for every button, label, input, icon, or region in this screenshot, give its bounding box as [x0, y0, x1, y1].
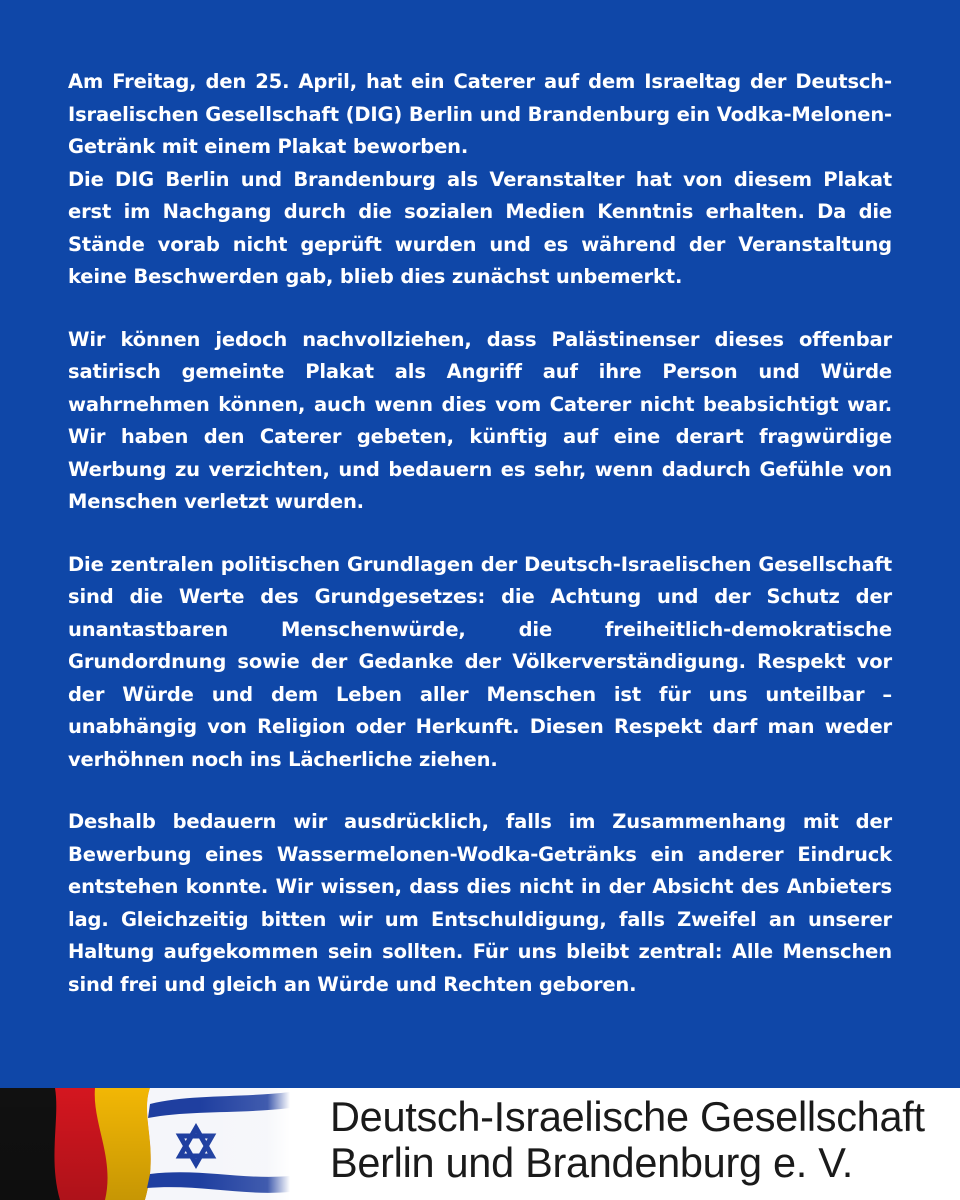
organization-name	[330, 1094, 960, 1186]
statement-text	[68, 66, 892, 1031]
paragraph-awareness: Die DIG Berlin und Brandenburg als Veranstalter hat von diesem Plakat erst im Nachgang durch die sozialen Medien Kenntnis erhalten. Da die Stände vorab nicht geprüft wurden und es während der Veranstaltung keine Beschwerden gab, blieb dies zunächst unbemerkt.	[68, 167, 892, 288]
paragraph-apology: Deshalb bedauern wir ausdrücklich, falls im Zusammenhang mit der Bewerbung eines Wassermelonen-Wodka-Getränks ein anderer Eindruck entstehen konnte. Wir wissen, dass dies nicht in der Absicht des Anbieters lag. Gleichzeitig bitten wir um Entschuldigung, falls Zweifel an unserer Haltung aufgekommen sein sollten. Für uns bleibt zentral: Alle Menschen sind frei und gleich an Würde und Rechten geboren.	[68, 810, 892, 996]
paragraph-understanding: Wir können jedoch nachvollziehen, dass Palästinenser dieses offenbar satirisch gemeinte Plakat als Angriff auf ihre Person und Würde wahrnehmen können, auch wenn dies vom Caterer nicht beabsichtigt war. Wir haben den Caterer gebeten, künftig auf eine derart fragwürdige Werbung zu verzichten, und bedauern es sehr, wenn dadurch Gefühle von Menschen verletzt wurden.	[68, 327, 892, 513]
paragraph-event: Am Freitag, den 25. April, hat ein Caterer auf dem Israeltag der Deutsch-Israelischen Gesellschaft (DIG) Berlin und Brandenburg ein Vodka-Melonen-Getränk mit einem Plakat beworben.	[68, 70, 892, 158]
paragraph-principles: Die zentralen politischen Grundlagen der Deutsch-Israelischen Gesellschaft sind die Werte des Grundgesetzes: die Achtung und der Schutz der unantastbaren Menschenwürde, die freiheitlich-demokratische Grundordnung sowie der Gedanke der Völkerverständigung. Respekt vor der Würde und dem Leben aller Menschen ist für uns unteilbar – unabhängig von Religion oder Herkunft. Diesen Respekt darf man weder verhöhnen noch ins Lächerliche ziehen.	[68, 552, 892, 771]
organization-footer	[0, 1088, 960, 1200]
flags-banner	[0, 1088, 290, 1200]
org-name-line2: Berlin und Brandenburg e. V.	[330, 1139, 854, 1186]
org-name-line1: Deutsch-Israelische Gesellschaft	[330, 1093, 925, 1140]
german-flag-icon	[0, 1088, 151, 1200]
